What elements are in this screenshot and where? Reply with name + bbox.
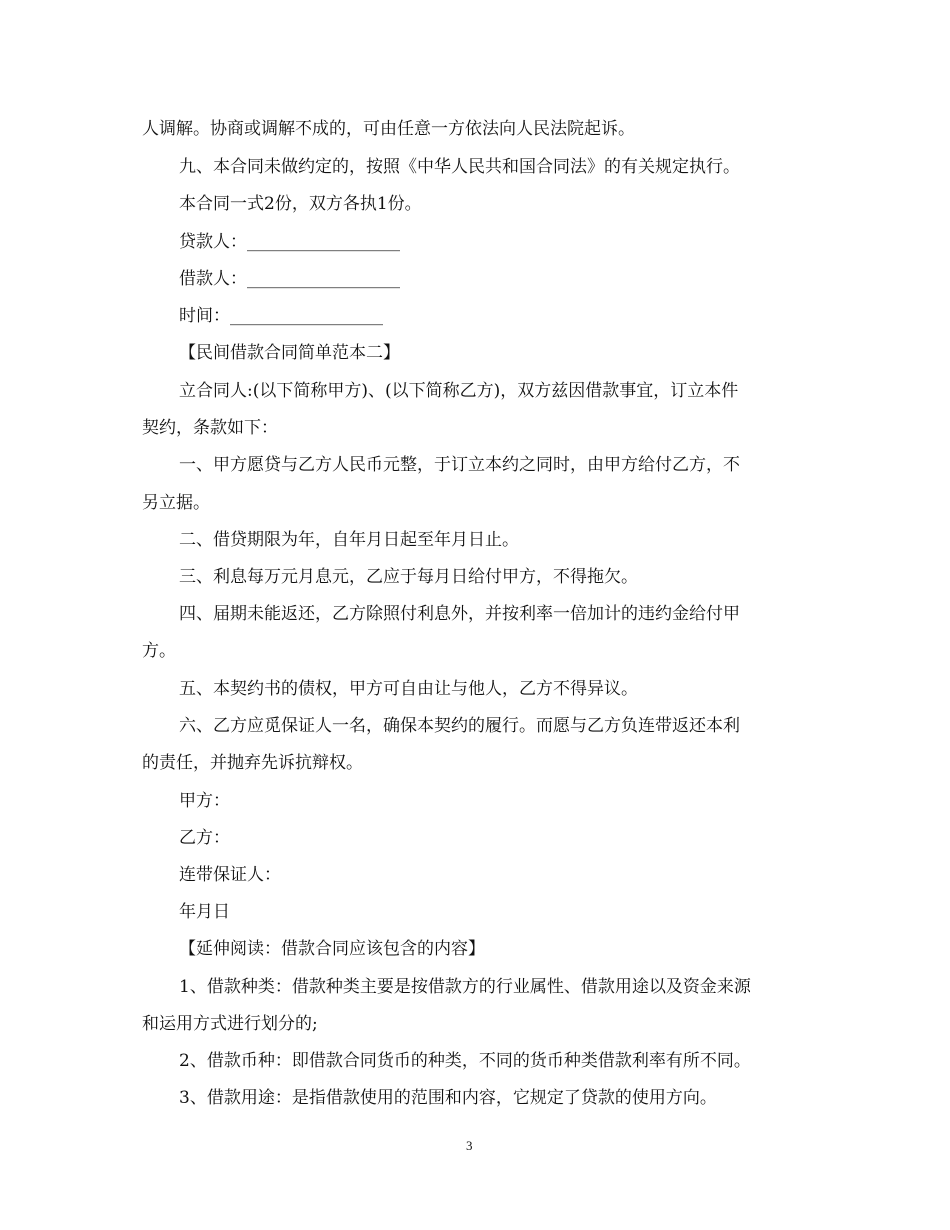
text-line: 3、借款用途：是指借款使用的范围和内容，它规定了贷款的使用方向。 [179,1088,717,1108]
text-line: 借款人：__________________ [179,269,400,289]
text-line: 甲方： [179,791,230,811]
text-line: 年月日 [179,902,230,922]
text-line: 2、借款币种：即借款合同货币的种类，不同的货币种类借款利率有所不同。 [179,1051,751,1071]
text-line: 四、届期未能返还，乙方除照付利息外，并按利率一倍加计的违约金给付甲 [179,604,740,624]
text-line: 方。 [142,641,176,661]
text-line: 人调解。协商或调解不成的，可由任意一方依法向人民法院起诉。 [142,119,635,139]
text-line: 九、本合同未做约定的，按照《中华人民共和国合同法》的有关规定执行。 [179,157,740,177]
text-line: 三、利息每万元月息元，乙应于每月日给付甲方，不得拖欠。 [179,567,638,587]
text-line: 的责任，并抛弃先诉抗辩权。 [142,753,363,773]
text-line: 乙方： [179,828,230,848]
text-line: 时间：__________________ [179,306,383,326]
text-line: 另立据。 [142,493,210,513]
text-line: 和运用方式进行划分的; [142,1014,318,1034]
text-line: 五、本契约书的债权，甲方可自由让与他人，乙方不得异议。 [179,679,638,699]
text-line: 一、甲方愿贷与乙方人民币元整，于订立本约之同时，由甲方给付乙方，不 [179,455,740,475]
page-number: 3 [466,1138,473,1153]
text-line: 本合同一式2份，双方各执1份。 [179,194,422,214]
text-line: 连带保证人： [179,865,281,885]
text-line: 契约，条款如下： [142,418,278,438]
text-line: 六、乙方应觅保证人一名，确保本契约的履行。而愿与乙方负连带返还本利 [179,716,740,736]
text-line: 立合同人:(以下简称甲方)、(以下简称乙方)，双方兹因借款事宜，订立本件 [179,381,739,401]
section-heading: 【民间借款合同简单范本二】 [179,343,400,363]
text-line: 贷款人：__________________ [179,232,400,252]
text-line: 二、借贷期限为年，自年月日起至年月日止。 [179,530,519,550]
section-heading: 【延伸阅读：借款合同应该包含的内容】 [179,939,485,959]
text-line: 1、借款种类：借款种类主要是按借款方的行业属性、借款用途以及资金来源 [179,977,751,997]
